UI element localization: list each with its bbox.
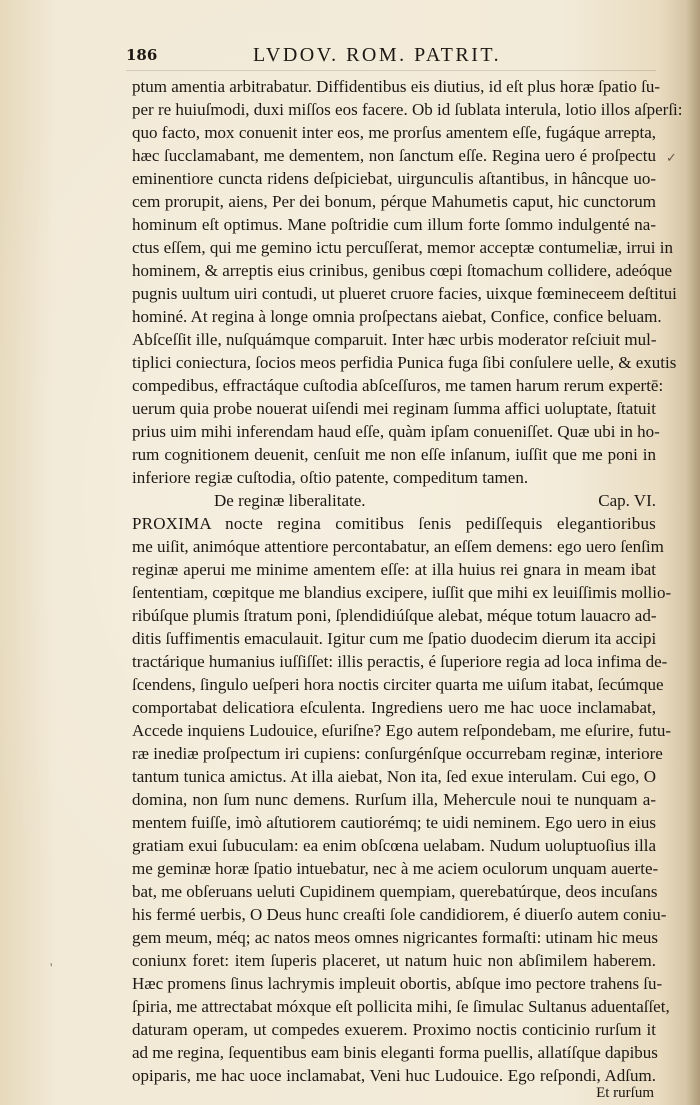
chapter-number: Cap. VI. [598, 491, 656, 510]
text-line: domina, non ſum nunc demens. Rurſum illa, Mehercule noui te nunquam a- [132, 790, 656, 809]
text-line: pugnis uultum uiri contudi, ut plueret cruore facies, uixque fœmineceem deſtitui [132, 284, 677, 303]
text-line: his fermé uerbis, O Deus hunc creaſti ſole candidiorem, é diuerſo autem coniu- [132, 905, 667, 924]
text-line: ræ inediæ proſpectum iri cupiens: conſurgénſque occurrebam reginæ, interiore [132, 744, 663, 763]
text-line: ſcendens, ſingulo ueſperi hora noctis circiter quarta me uiſum itabat, ſecúmque [132, 675, 664, 694]
text-line: hominum eſt optimus. Mane poſtridie cum illum forte ſommo indulgenté na- [132, 215, 656, 234]
chapter-heading [214, 490, 656, 512]
text-line: tantum tunica amictus. At illa aiebat, Non ita, ſed exue interulam. Cui ego, O [132, 767, 656, 786]
text-line: hæc ſucclamabant, me dementem, non ſanctum eſſe. Regina uero é proſpectu [132, 146, 656, 165]
text-line: coniunx foret: item ſuperis placeret, ut natum huic non abſimilem haberem. [132, 951, 656, 970]
text-line: tractárique humanius iuſſiſſet: illis peractis, é ſuperiore regia ad loca infima de- [132, 652, 668, 671]
text-line: inferiore regiæ cuſtodia, oſtio patente, compeditum tamen. [132, 468, 529, 487]
text-line: eminentiore cuncta ridens deſpiciebat, uirgunculis aſtantibus, in hâncque uo- [132, 169, 656, 188]
header-rule [126, 70, 656, 71]
text-line: Abſceſſit ille, nuſquámque comparuit. Inter hæc urbis moderator reſciuit mul- [132, 330, 657, 349]
text-line: comportabat delicatiora eſculenta. Ingrediens uero me hac uoce inclamabat, [132, 698, 656, 717]
text-line: rum cognitionem deuenit, cenſuit me non eſſe inſanum, iuſſit que me poni in [132, 445, 656, 464]
text-line: ctus eſſem, qui me gemino ictu percuſſerat, memor acceptæ contumeliæ, irrui in [132, 238, 674, 257]
text-line: Hæc promens ſinus lachrymis impleuit obortis, abſque imo pectore trahens ſu- [132, 974, 663, 993]
text-line: compedibus, effractáque cuſtodia abſceſſuros, me tamen harum rerum expertē: [132, 376, 664, 395]
text-line: opiparis, me hac uoce inclamabat, Veni huc Ludouice. Ego reſpondi, Adſum. [132, 1066, 656, 1085]
text-line: quo facto, mox conuenit inter eos, me prorſus amentem eſſe, fugáque arrepta, [132, 123, 656, 142]
text-line: ptum amentia arbitrabatur. Diffidentibus eis diutius, id eſt plus horæ ſpatio ſu- [132, 77, 661, 96]
page-number: 186 [126, 46, 158, 64]
chapter-title: De reginæ liberalitate. [214, 491, 366, 510]
text-line: cem prorupit, aiens, Per dei bonum, pérque Mahumetis caput, hic cunctorum [132, 192, 656, 211]
text-line: daturam operam, ut compedes exuerem. Proximo noctis conticinio rurſum it [132, 1020, 656, 1039]
chapter-opening-line: PROXIMA nocte regina comitibus ſenis pediſſequis elegantioribus [132, 514, 656, 533]
margin-mark: ✓ [666, 150, 677, 165]
text-line: reginæ aperui me minime amentem eſſe: at illa huius rei gnara in meam ibat [132, 560, 656, 579]
margin-mark: ' [50, 960, 53, 975]
text-line: mentem fuiſſe, imò aſtutiorem cautiorémq; te uidi neminem. Ego uero in eius [132, 813, 656, 832]
text-line: per re huiuſmodi, duxi miſſos eos facere. Ob id ſublata interula, lotio illos aſperſi: [132, 100, 683, 119]
text-line: bat, me obſeruans ueluti Cupidinem quempiam, querebatúrque, deos incuſans [132, 882, 658, 901]
text-line: tiplici coniectura, ſocios meos perfidia Punica fuga ſibi conſulere uelle, & exutis [132, 353, 677, 372]
text-line: gem meum, méq; ac natos meos omnes nigricantes formaſti: utinam hic meus [132, 928, 658, 947]
text-line: me uiſit, animóque attentiore percontabatur, an eſſem demens: ego uero ſenſim [132, 537, 664, 556]
text-line: ſpiria, me attrectabat móxque eſt pollicita mihi, ſe ſimulac Sultanus aduentaſſet, [132, 997, 670, 1016]
text-line: hominem, & arreptis eius crinibus, genibus cœpi ſtomachum collidere, adeóque [132, 261, 673, 280]
text-line: me geminæ horæ ſpatio intuebatur, nec à me aciem oculorum unquam auerte- [132, 859, 659, 878]
text-line: uerum quia probe nouerat uiſendi mei reginam ſumma affici uoluptate, ſtatuit [132, 399, 656, 418]
text-line: Accede inquiens Ludouice, eſuriſne? Ego autem reſpondebam, me eſurire, futu- [132, 721, 672, 740]
text-line: hominé. At regina à longe omnia proſpectans aiebat, Confice, confice beluam. [132, 307, 662, 326]
text-line: ſententiam, cœpitque me blandius excipere, iuſſit que mihi ex leuiſſimis mollio- [132, 583, 672, 602]
text-line: ad me regina, ſequentibus eam binis eleganti forma puellis, allatíſque dapibus [132, 1043, 658, 1062]
running-head: LVDOV. ROM. PATRIT. [253, 44, 502, 66]
text-line: ditis ſuffimentis emaculauit. Igitur cum me ſpatio duodecim dierum ita accipi [132, 629, 657, 648]
text-line: gratiam exui ſubuculam: ea enim obſcœna uelabam. Nudum uoluptuoſius illa [132, 836, 656, 855]
text-line: prius uim mihi inferendam haud eſſe, quàm ipſam conueniſſet. Quæ ubi in ho- [132, 422, 660, 441]
text-line: ribúſque plumis ſtratum poni, ſplendidiúſque alebat, méque totum lauacro ad- [132, 606, 657, 625]
catchword: Et rurſum [596, 1085, 654, 1101]
page-gutter-shadow [686, 0, 700, 1105]
